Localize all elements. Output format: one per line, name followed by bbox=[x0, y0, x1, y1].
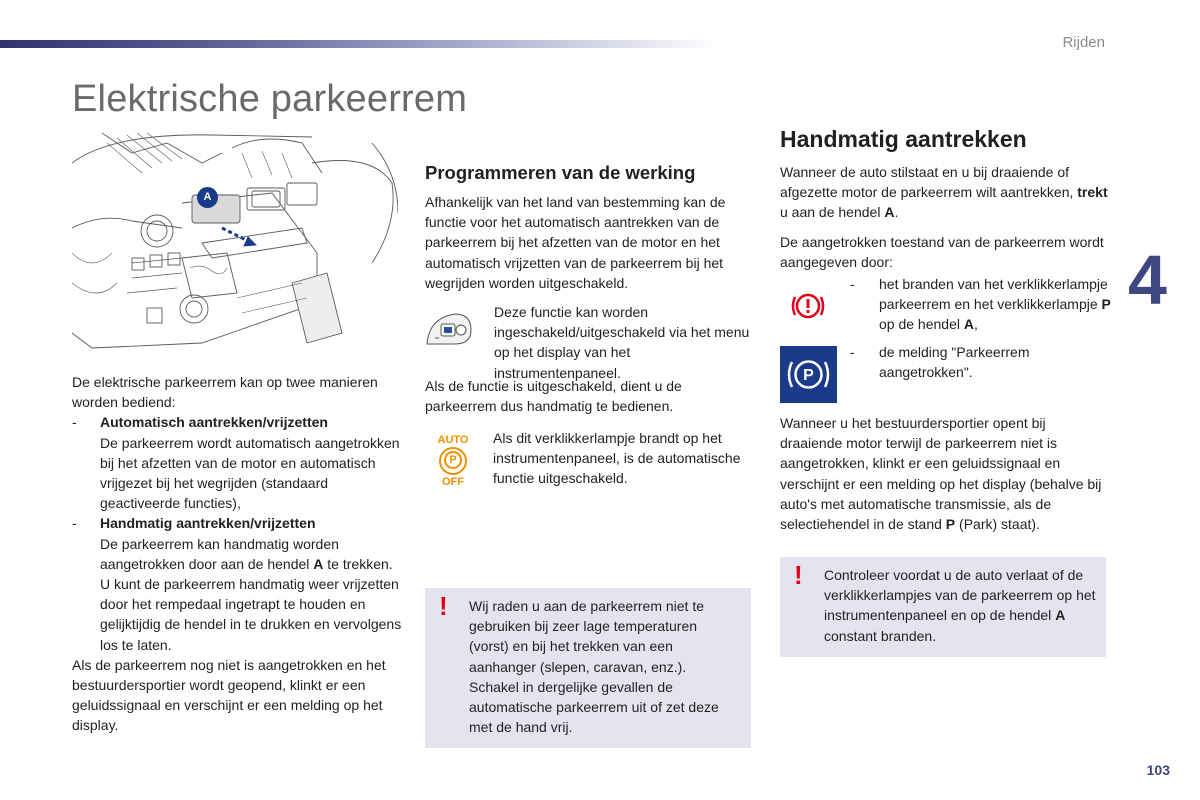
chapter-number: 4 bbox=[1128, 241, 1167, 319]
item-body: De parkeerrem wordt automatisch aangetrokken bij het afzetten van de motor en automatisch vrijgezet bij het wegrijden (standaard geactiveerde functies), bbox=[100, 434, 400, 512]
item-heading: Automatisch aantrekken/vrijzetten bbox=[100, 414, 328, 431]
section-heading-manual: Handmatig aantrekken bbox=[780, 126, 1027, 152]
display-menu-note-text: Deze functie kan worden ingeschakeld/uitgeschakeld via het menu op het display van het instrumentenpaneel. bbox=[494, 304, 750, 381]
warning-text: Wij raden u aan de parkeerrem niet te gebruiken bij zeer lage temperaturen (vorst) en bij het trekken van een aanhanger (slepen, caravan, enz.). Schakel in dergelijke gevallen de automatische parkeerrem uit of zet deze met de hand vrij. bbox=[469, 598, 719, 736]
list-item bbox=[72, 513, 402, 654]
col3-paragraph-2: De aangetrokken toestand van de parkeerrem wordt aangegeven door: bbox=[780, 234, 1104, 271]
header-gradient-bar bbox=[0, 40, 720, 48]
column-1 bbox=[72, 372, 402, 736]
col3-paragraph-1: Wanneer de auto stilstaat en u bij draaiende of afgezette motor de parkeerrem wilt aantrekken, trekt u aan de hendel A. bbox=[780, 164, 1108, 221]
item-body-2: U kunt de parkeerrem handmatig weer vrijzetten door het rempedaal ingetrapt te houden en gelijktijdig de hendel in te drukken en vervolgens los te laten. bbox=[100, 576, 402, 653]
callout-badge: A bbox=[197, 187, 218, 208]
col2-paragraph: Afhankelijk van het land van bestemming kan de functie voor het automatisch aantrekken van de parkeerrem bij het afzetten van de motor en het automatisch vrijzetten van de parkeerrem bij het wegrijden worden uitgeschakeld. bbox=[425, 194, 726, 291]
parking-brake-illustration bbox=[72, 133, 398, 359]
warning-text: Controleer voordat u de auto verlaat of de verklikkerlampjes van de parkeerrem op het instrumentenpaneel en op de hendel A constant branden. bbox=[824, 567, 1096, 644]
page-number: 103 bbox=[1146, 762, 1170, 778]
display-menu-note bbox=[425, 302, 755, 383]
col2-paragraph-2: Als de functie is uitgeschakeld, dient u de parkeerrem dus handmatig te bedienen. bbox=[425, 378, 682, 415]
auto-off-note bbox=[425, 428, 755, 489]
list-dash: - bbox=[72, 515, 77, 532]
col1-intro: De elektrische parkeerrem kan op twee manieren worden bediend: bbox=[72, 374, 378, 411]
section-label: Rijden bbox=[1062, 34, 1105, 51]
col1-outro: Als de parkeerrem nog niet is aangetrokken en het bestuurdersportier wordt geopend, klinkt er een geluidssignaal en verschijnt er een melding op het display. bbox=[72, 656, 386, 734]
steering-wheel-controls-icon bbox=[425, 310, 473, 346]
warning-exclamation-icon: ! bbox=[439, 591, 448, 621]
warning-exclamation-icon: ! bbox=[794, 560, 803, 590]
bullet-text: de melding "Parkeerrem aangetrokken". bbox=[879, 344, 1030, 381]
list-dash: - bbox=[72, 414, 77, 431]
warning-box-cold bbox=[425, 588, 751, 748]
park-display-icon bbox=[780, 346, 837, 403]
item-body: De parkeerrem kan handmatig worden aangetrokken door aan de hendel A te trekken. bbox=[100, 535, 393, 572]
bullet-text: het branden van het verklikkerlampje parkeerrem en het verklikkerlampje P op de hendel A, bbox=[879, 276, 1111, 333]
svg-text:P: P bbox=[803, 367, 814, 384]
col3-paragraph-3: Wanneer u het bestuurdersportier opent bij draaiende motor terwijl de parkeerrem niet is aangetrokken, klinkt er een geluidssignaal en verschijnt er een melding op het display (behalve bij auto's met automatische transmissie, als de selectiehendel in de stand P (Park) staat). bbox=[780, 415, 1102, 533]
auto-off-note-text: Als dit verklikkerlampje brandt op het instrumentenpaneel, is de automatische functie uitgeschakeld. bbox=[493, 430, 741, 487]
section-heading-programming: Programmeren van de werking bbox=[425, 162, 696, 183]
warning-box-check-lights bbox=[780, 557, 1106, 657]
item-heading: Handmatig aantrekken/vrijzetten bbox=[100, 515, 316, 532]
page-title: Elektrische parkeerrem bbox=[72, 78, 468, 120]
brake-warning-light-icon bbox=[790, 288, 826, 324]
auto-off-warning-light-icon: AUTO P OFF bbox=[437, 434, 469, 488]
list-item bbox=[72, 412, 402, 513]
